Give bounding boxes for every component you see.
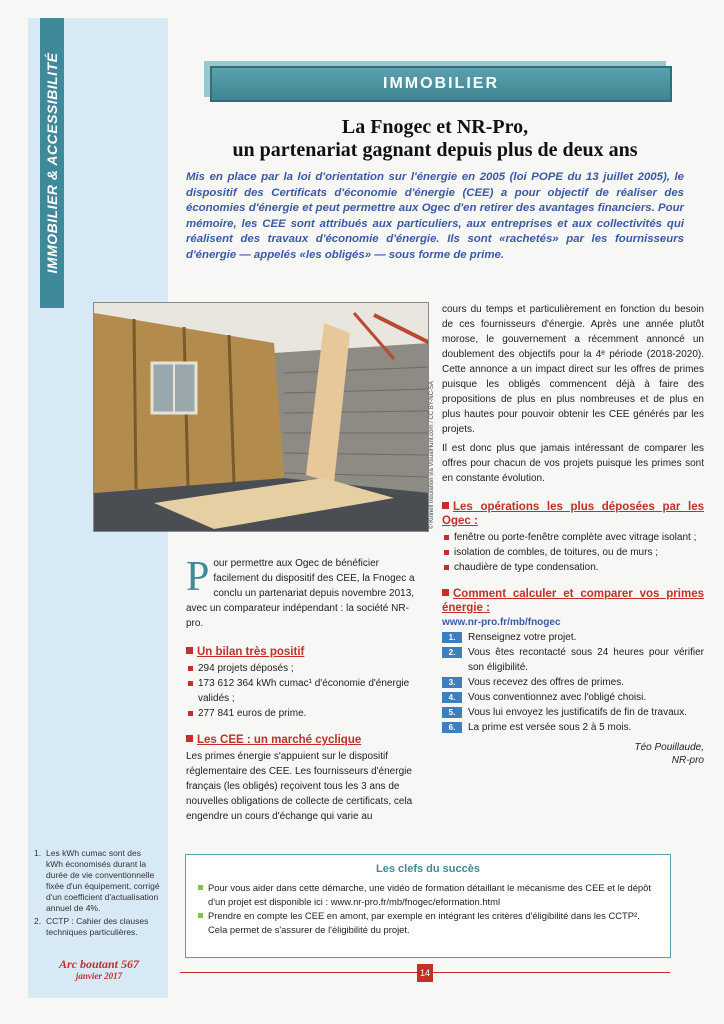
page-number: 14	[417, 964, 433, 982]
step-item	[442, 690, 704, 705]
keys-item	[198, 881, 658, 909]
step-item	[442, 630, 704, 645]
footnote	[34, 848, 160, 914]
list-item-text: fenêtre ou porte-fenêtre complète avec vitrage isolant ;	[454, 532, 697, 543]
bilan-heading	[186, 645, 418, 659]
list-item-text: 277 841 euros de prime.	[198, 708, 307, 719]
heading-bullet-icon	[442, 589, 449, 596]
calc-heading-text: Comment calculer et comparer vos primes énergie :	[442, 588, 704, 614]
bilan-heading-text: Un bilan très positif	[197, 646, 305, 658]
bullet-icon	[444, 535, 449, 540]
heading-bullet-icon	[186, 735, 193, 742]
bullet-icon	[188, 711, 193, 716]
photo-credit-text: © Kinnell Insulation via VisualHunt.com / CC BY-NC-SA	[429, 381, 435, 529]
section-tab	[40, 18, 64, 308]
bullet-icon	[188, 666, 193, 671]
right-column	[442, 302, 704, 767]
step-text: Vous êtes recontacté sous 24 heures pour vérifier son éligibilité.	[468, 647, 704, 673]
operations-heading-text: Les opérations les plus déposées par les Ogec :	[442, 501, 704, 527]
title-line-2: un partenariat gagnant depuis plus de deux ans	[232, 139, 638, 161]
keys-item-text: Pour vous aider dans cette démarche, une vidéo de formation détaillant le mécanisme des CEE et le dépôt d'un projet est disponible ici : www.nr-pro.fr/mb/fnogec/eformation.html	[208, 882, 651, 907]
cee-heading-text: Les CEE : un marché cyclique	[197, 734, 362, 746]
author-org: NR-pro	[671, 755, 704, 766]
bullet-icon	[188, 681, 193, 686]
list-item	[186, 676, 418, 706]
left-column	[186, 556, 418, 824]
drop-cap: P	[186, 554, 210, 600]
left-intro	[186, 556, 418, 631]
cee-heading	[186, 733, 418, 747]
list-item	[186, 706, 418, 721]
keys-item-text: Prendre en compte les CEE en amont, par exemple en intégrant les critères d'éligibilité dans les CCTP². Cela permet de s'assurer de l'éligibilité du projet.	[208, 910, 640, 935]
step-number-badge: 3.	[442, 677, 462, 688]
step-item	[442, 705, 704, 720]
right-para-1: cours du temps et particulièrement en fonction du besoin de ces fournisseurs d'énergie. Après une année plutôt morose, le gouvernement a récemment annoncé un doublement des objectifs pour la 4ᵉ période (2018-2020). Cette annonce a un impact direct sur les offres de primes puisque les obligés commencent déjà à faire des propositions de plus en plus nombreuses et de plus en plus hautes pour pouvoir obtenir les CEE générés par les projets.	[442, 304, 704, 435]
step-text: Renseignez votre projet.	[468, 632, 577, 643]
footnote	[34, 916, 160, 938]
keys-to-success-box	[185, 854, 671, 958]
keys-item	[198, 909, 658, 937]
section-label: IMMOBILIER & ACCESSIBILITÉ	[44, 52, 60, 274]
bullet-icon	[198, 913, 203, 918]
right-para-2: Il est donc plus que jamais intéressant de comparer les offres pour chacun de vos projets puisque les primes sont en constante évolution.	[442, 443, 704, 484]
title-line-1: La Fnogec et NR-Pro,	[341, 116, 529, 138]
photo-credit	[427, 380, 437, 530]
footnotes	[34, 848, 160, 940]
step-number-badge: 4.	[442, 692, 462, 703]
list-item	[186, 661, 418, 676]
keys-title: Les clefs du succès	[376, 863, 480, 875]
step-number-badge: 5.	[442, 707, 462, 718]
nr-pro-link[interactable]: www.nr-pro.fr/mb/fnogec	[442, 617, 561, 628]
step-text: Vous conventionnez avec l'obligé choisi.	[468, 692, 647, 703]
list-item-text: 294 projets déposés ;	[198, 663, 294, 674]
list-item	[442, 545, 704, 560]
step-item	[442, 675, 704, 690]
article-lead: Mis en place par la loi d'orientation sur l'énergie en 2005 (loi POPE du 13 juillet 2005), le dispositif des Certificats d'économie d'énergie (CEE) a pour objectif de réaliser des économies d'énergie et peut permettre aux Ogec d'en retirer des avantages financiers. Pour mémoire, les CEE sont attribués aux particuliers, aux entreprises et aux collectivités qui réalisent des travaux d'économie d'énergie. Ils sont «rachetés» par les fournisseurs d'énergie — appelés «les obligés» — sous forme de prime.	[186, 171, 684, 261]
step-number-badge: 1.	[442, 632, 462, 643]
list-item-text: 173 612 364 kWh cumac¹ d'économie d'énergie validés ;	[198, 678, 410, 704]
list-item-text: isolation de combles, de toitures, ou de murs ;	[454, 547, 658, 558]
author-signature	[442, 741, 704, 767]
heading-bullet-icon	[186, 647, 193, 654]
footnote-number: 1.	[34, 848, 42, 858]
cee-text: Les primes énergie s'appuient sur le dispositif réglementaire des CEE. Les fournisseurs d'énergie français (les obligés) reçoivent tous les 3 ans de nouvelles obligations de collecte de certificats, cela engendre un cours d'échange qui varie au	[186, 751, 413, 822]
bilan-list	[186, 661, 418, 721]
list-item	[442, 530, 704, 545]
footnote-text: Les kWh cumac sont des kWh économisés durant la durée de vie conventionnelle fixée d'un équipement, corrigé d'un coefficient d'actualisation annuel de 4%.	[46, 848, 160, 913]
bullet-icon	[444, 550, 449, 555]
footnote-number: 2.	[34, 916, 42, 926]
step-number-badge: 2.	[442, 647, 462, 658]
insulation-photo	[93, 302, 429, 532]
step-text: La prime est versée sous 2 à 5 mois.	[468, 722, 632, 733]
heading-bullet-icon	[442, 502, 449, 509]
bullet-icon	[444, 565, 449, 570]
author-name: Téo Pouillaude,	[634, 742, 704, 753]
steps-list	[442, 630, 704, 735]
operations-heading	[442, 500, 704, 528]
step-item	[442, 720, 704, 735]
list-item	[442, 560, 704, 575]
step-item	[442, 645, 704, 675]
room-illustration	[94, 303, 429, 532]
article-title	[180, 116, 690, 162]
bullet-icon	[198, 885, 203, 890]
publication-info	[54, 958, 144, 982]
operations-list	[442, 530, 704, 575]
step-text: Vous lui envoyez les justificatifs de fin de travaux.	[468, 707, 688, 718]
step-text: Vous recevez des offres de primes.	[468, 677, 625, 688]
left-intro-text: our permettre aux Ogec de bénéficier facilement du dispositif des CEE, la Fnogec a conclu un partenariat depuis novembre 2013, avec un comparateur indépendant : la société NR-pro.	[186, 558, 415, 629]
calc-heading	[442, 587, 704, 615]
publication-title: Arc boutant 567	[58, 957, 139, 971]
step-number-badge: 6.	[442, 722, 462, 733]
footnote-text: CCTP : Cahier des clauses techniques particulières.	[46, 916, 149, 937]
list-item-text: chaudière de type condensation.	[454, 562, 599, 573]
category-banner: IMMOBILIER	[210, 66, 672, 102]
publication-date: janvier 2017	[75, 971, 123, 981]
